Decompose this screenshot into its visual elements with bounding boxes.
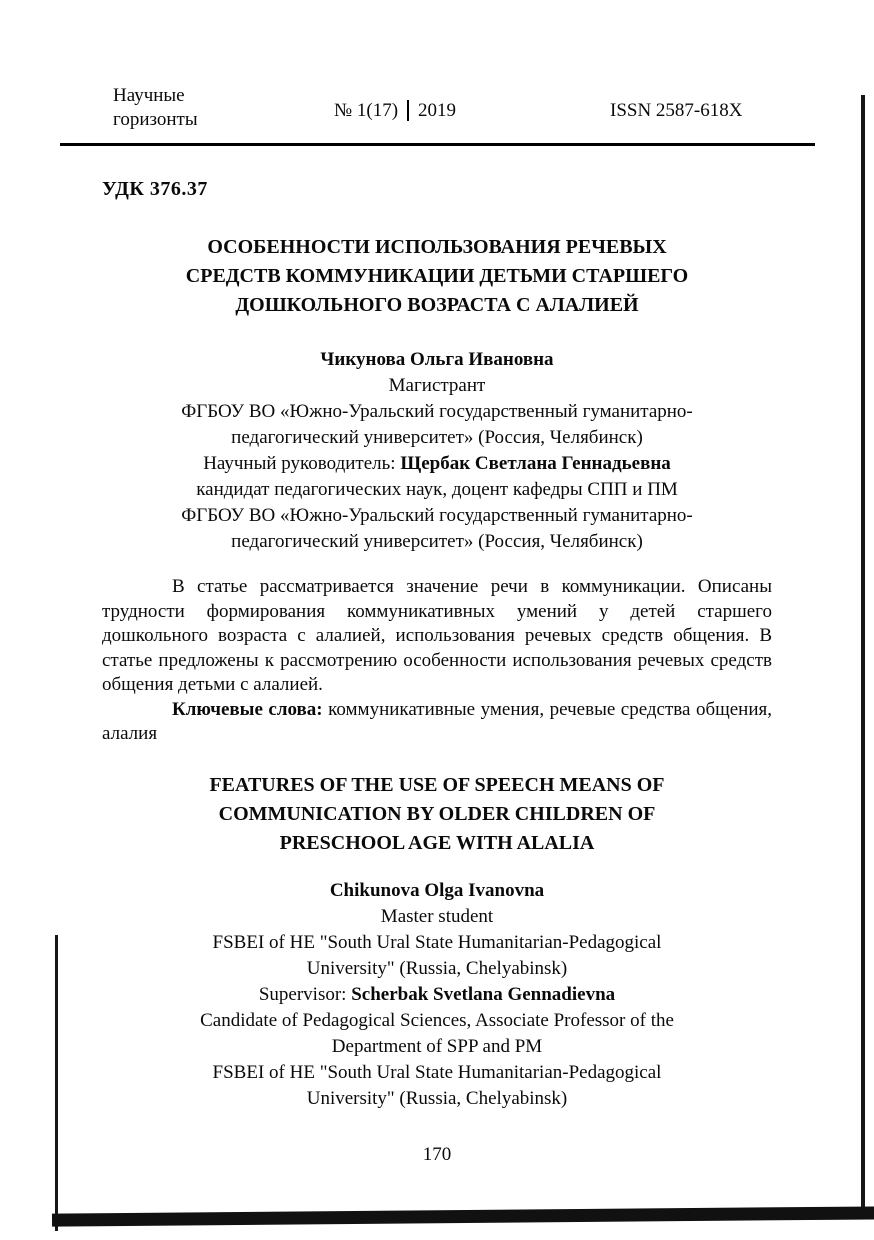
author-name-ru: Чикунова Ольга Ивановна <box>320 349 554 370</box>
issue-info <box>334 100 456 122</box>
supervisor-label-ru: Научный руководитель: <box>203 453 401 474</box>
scan-edge-right <box>861 95 865 1211</box>
journal-name <box>113 84 198 132</box>
supervisor-label-en: Supervisor: <box>258 983 352 1005</box>
scan-edge-bottom <box>52 1206 874 1226</box>
author-name-en: Chikunova Olga Ivanovna <box>329 879 545 901</box>
supervisor-name-ru: Щербак Светлана Геннадьевна <box>400 453 671 474</box>
affiliation-en-line1: FSBEI of HE "South Ural State Humanitarian-Pedagogical <box>212 931 662 953</box>
affiliation-en-line2: University" (Russia, Chelyabinsk) <box>306 957 568 979</box>
abstract-ru: В статье рассматривается значение речи в коммуникации. Описаны трудности формирования коммуникативных умений у детей старшего дошкольного возраста с алалией, использования речевых средств общения. В статье предложены к рассмотрению особенности использования речевых средств общения детьми с алалией. <box>102 576 772 695</box>
scan-edge-left <box>55 935 58 1231</box>
author-role-en: Master student <box>380 905 494 927</box>
udc-code: УДК 376.37 <box>102 178 208 200</box>
supervisor-line-en <box>102 982 772 1008</box>
supervisor-affiliation-en-line1: FSBEI of HE "South Ural State Humanitarian-Pedagogical <box>212 1061 662 1083</box>
article-title-ru-line3: ДОШКОЛЬНОГО ВОЗРАСТА С АЛАЛИЕЙ <box>235 294 639 316</box>
journal-name-line2: горизонты <box>113 109 198 130</box>
supervisor-line-ru <box>102 451 772 477</box>
affiliation-ru-line1: ФГБОУ ВО «Южно-Уральский государственный гуманитарно- <box>181 401 693 422</box>
journal-name-line1: Научные <box>113 85 185 106</box>
issue-divider <box>407 100 409 121</box>
article-content <box>102 178 772 1166</box>
article-title-en <box>102 771 772 858</box>
article-title-en-line3: PRESCHOOL AGE WITH ALALIA <box>279 831 595 854</box>
keywords-label-ru: Ключевые слова: <box>172 698 323 720</box>
article-title-ru-line1: ОСОБЕННОСТИ ИСПОЛЬЗОВАНИЯ РЕЧЕВЫХ <box>207 236 667 258</box>
issue-year: 2019 <box>418 100 457 121</box>
article-title-ru <box>102 233 772 320</box>
article-title-en-line1: FEATURES OF THE USE OF SPEECH MEANS OF <box>209 773 665 796</box>
affiliation-ru-line2: педагогический университет» (Россия, Челябинск) <box>231 427 643 448</box>
author-role-ru: Магистрант <box>388 375 486 396</box>
article-title-en-line2: COMMUNICATION BY OLDER CHILDREN OF <box>218 802 656 825</box>
supervisor-title-en-line2: Department of SPP and PM <box>331 1035 543 1057</box>
page-number: 170 <box>422 1143 452 1165</box>
supervisor-title-ru: кандидат педагогических наук, доцент кафедры СПП и ПМ <box>196 479 678 500</box>
header-rule <box>60 143 815 146</box>
keywords-text-ru: коммуникативные умения, речевые средства общения, алалия <box>102 698 772 744</box>
issn-label: ISSN 2587-618X <box>610 100 743 121</box>
author-block-en <box>102 878 772 1112</box>
keywords-ru <box>102 698 772 747</box>
issue-number: № 1(17) <box>334 100 399 121</box>
supervisor-title-en-line1: Candidate of Pedagogical Sciences, Associate Professor of the <box>200 1009 674 1031</box>
supervisor-name-en: Scherbak Svetlana Gennadievna <box>351 983 616 1005</box>
author-block-ru <box>102 347 772 555</box>
supervisor-affiliation-ru-line2: педагогический университет» (Россия, Челябинск) <box>231 531 643 552</box>
supervisor-affiliation-ru-line1: ФГБОУ ВО «Южно-Уральский государственный гуманитарно- <box>181 505 693 526</box>
article-title-ru-line2: СРЕДСТВ КОММУНИКАЦИИ ДЕТЬМИ СТАРШЕГО <box>185 265 689 287</box>
supervisor-affiliation-en-line2: University" (Russia, Chelyabinsk) <box>306 1087 568 1109</box>
